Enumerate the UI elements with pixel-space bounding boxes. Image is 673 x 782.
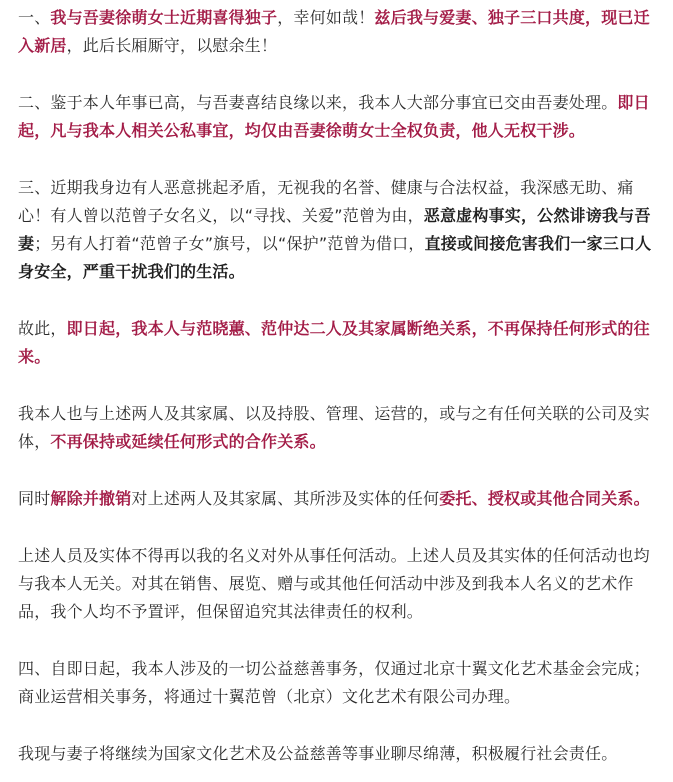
paragraph-spacer: [18, 286, 663, 315]
text-run: 我本人也与上述两人及其家属、以及持股、管理、运营的，或与之有任何关联的公司及实体，: [18, 404, 650, 451]
highlighted-text: 解除并撤销: [50, 489, 132, 508]
text-run: 一、: [18, 8, 51, 27]
paragraph-spacer: [18, 371, 663, 400]
paragraph-8: [18, 655, 663, 711]
paragraph-6: [18, 485, 663, 513]
paragraph-spacer: [18, 626, 663, 655]
paragraph-spacer: [18, 145, 663, 174]
bold-text: 直接或间接危害我们一家三口人身安全，严重干扰我们的生活。: [18, 234, 652, 281]
paragraph-2: [18, 89, 663, 145]
highlighted-text: 委托、授权或其他合同关系。: [439, 489, 650, 508]
paragraph-5: [18, 400, 663, 456]
text-run: 我现与妻子将继续为国家文化艺术及公益慈善等事业聊尽绵薄，积极履行社会责任。: [18, 744, 618, 763]
paragraph-7: [18, 542, 663, 626]
paragraph-spacer: [18, 513, 663, 542]
highlighted-text: 即日起，我本人与范晓蕙、范仲达二人及其家属断绝关系，不再保持任何形式的往来。: [18, 319, 650, 366]
paragraph-spacer: [18, 60, 663, 89]
highlighted-text: 兹后我与爱妻、独子三口共度，现已迁入新居: [18, 8, 650, 55]
paragraph-3: [18, 174, 663, 286]
text-run: ；另有人打着“范曾子女”旗号，以“保护”范曾为借口，: [34, 234, 425, 253]
paragraph-spacer: [18, 711, 663, 740]
text-run: 对上述两人及其家属、其所涉及实体的任何: [131, 489, 440, 508]
text-run: 三、近期我身边有人恶意挑起矛盾，无视我的名誉、健康与合法权益，我深感无助、痛心！有人曾以范曾子女名义，以“寻找、关爱”范曾为由，: [18, 178, 634, 225]
highlighted-text: 我与吾妻徐萌女士近期喜得独子: [50, 8, 278, 27]
text-run: ，此后长厢厮守，以慰余生！: [66, 36, 278, 55]
paragraph-spacer: [18, 456, 663, 485]
text-run: 上述人员及实体不得再以我的名义对外从事任何活动。上述人员及其实体的任何活动也均与我本人无关。对其在销售、展览、赠与或其他任何活动中涉及到我本人名义的艺术作品，我个人均不予置评，但保留追究其法律责任的权利。: [18, 546, 650, 621]
text-run: 同时: [18, 489, 51, 508]
highlighted-text: 不再保持或延续任何形式的合作关系。: [50, 432, 326, 451]
text-run: 二、鉴于本人年事已高，与吾妻喜结良缘以来，我本人大部分事宜已交由吾妻处理。: [18, 93, 618, 112]
highlighted-text: 即日起，凡与我本人相关公私事宜，均仅由吾妻徐萌女士全权负责，他人无权干涉。: [18, 93, 650, 140]
text-run: ，幸何如哉！: [277, 8, 375, 27]
text-run: 故此，: [18, 319, 67, 338]
paragraph-9: [18, 740, 663, 768]
paragraph-4: [18, 315, 663, 371]
text-run: 四、自即日起，我本人涉及的一切公益慈善事务，仅通过北京十翼文化艺术基金会完成；商业运营相关事务，将通过十翼范曾（北京）文化艺术有限公司办理。: [18, 659, 650, 706]
bold-text: 恶意虚构事实，公然诽谤我与吾妻: [18, 206, 651, 253]
paragraph-1: [18, 4, 663, 60]
